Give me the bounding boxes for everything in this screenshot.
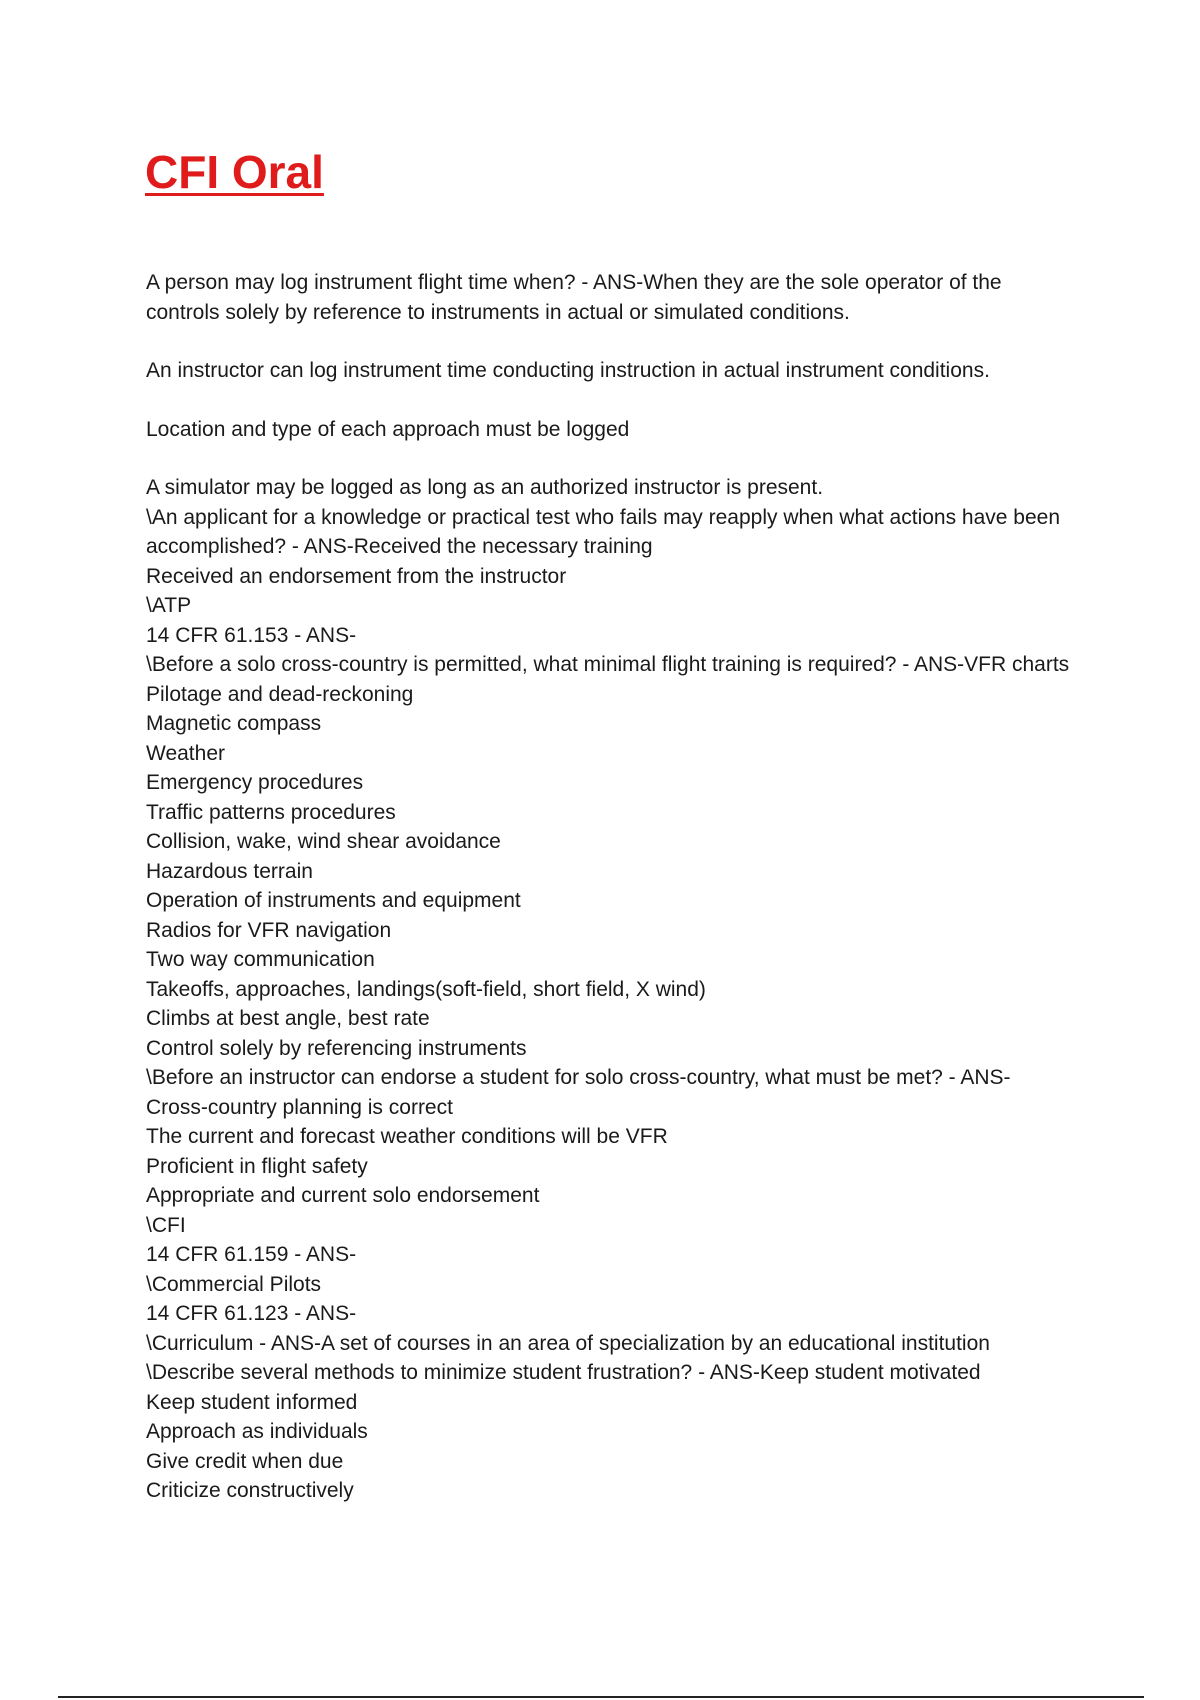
text-line: Keep student informed [146,1390,358,1414]
text-line: Emergency procedures [146,771,364,794]
text-line: Hazardous terrain [146,859,313,883]
text-line: Collision, wake, wind shear avoidance [146,830,501,853]
text-line: Operation of instruments and equipment [146,889,521,912]
text-line: Pilotage and dead-reckoning [146,682,414,706]
text-line: 14 CFR 61.159 - ANS- [146,1243,357,1266]
paragraph: A person may log instrument flight time when? - ANS-When they are the sole operator of the controls solely by reference to instruments in actual or simulated conditions. [146,271,1002,324]
text-line: \Before a solo cross-country is permitted, what minimal flight training is required? - ANS-VFR charts [146,653,1070,676]
text-line: \An applicant for a knowledge or practical test who fails may reapply when what actions have been accomplished? - ANS-Received the necessary training [146,505,1061,558]
paragraph: An instructor can log instrument time conducting instruction in actual instrument conditions. [146,359,990,382]
text-line: Criticize constructively [146,1479,354,1502]
text-line: Proficient in flight safety [146,1154,368,1178]
text-line: \CFI [146,1213,186,1237]
document-body [146,268,1071,1506]
text-line: 14 CFR 61.123 - ANS- [146,1302,357,1325]
text-line: 14 CFR 61.153 - ANS- [146,623,357,647]
footer-divider [58,1696,1144,1698]
paragraph: Location and type of each approach must be logged [146,417,630,441]
text-line: Two way communication [146,948,375,971]
text-line: \ATP [146,594,192,617]
text-line: Traffic patterns procedures [146,800,396,824]
text-line: Appropriate and current solo endorsement [146,1184,540,1207]
text-line: \Commercial Pilots [146,1272,322,1296]
text-line: Approach as individuals [146,1420,368,1443]
text-lines [146,473,1071,1506]
text-line: Control solely by referencing instruments [146,1036,527,1060]
text-line: A simulator may be logged as long as an authorized instructor is present. [146,476,824,499]
text-line: \Before an instructor can endorse a student for solo cross-country, what must be met? - ANS-Cross-country planning is correct [146,1066,1011,1119]
text-line: Takeoffs, approaches, landings(soft-field, short field, X wind) [146,977,706,1001]
text-line: Weather [146,741,225,765]
text-line: \Curriculum - ANS-A set of courses in an area of specialization by an educational institution [146,1331,990,1355]
text-line: \Describe several methods to minimize student frustration? - ANS-Keep student motivated [146,1361,981,1384]
text-line: Magnetic compass [146,712,322,735]
text-line: Received an endorsement from the instructor [146,564,567,588]
text-line: The current and forecast weather conditions will be VFR [146,1125,668,1148]
text-line: Climbs at best angle, best rate [146,1007,430,1030]
text-line: Give credit when due [146,1449,344,1473]
page-title: CFI Oral [145,146,324,198]
text-line: Radios for VFR navigation [146,918,392,942]
